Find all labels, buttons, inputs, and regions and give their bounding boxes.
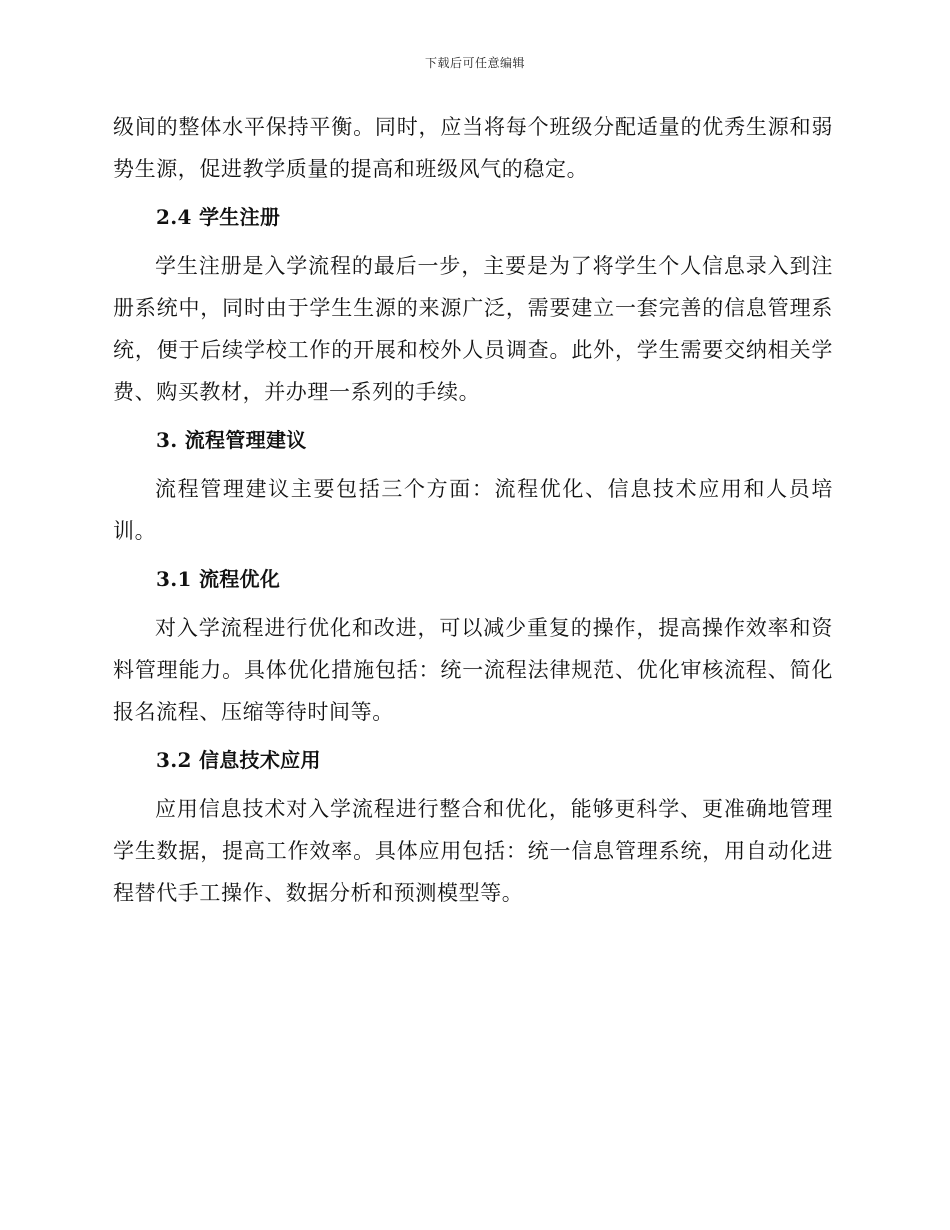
section-heading-3-1: 3.1 流程优化	[156, 567, 281, 591]
paragraph-process-management: 流程管理建议主要包括三个方面：流程优化、信息技术应用和人员培训。	[113, 477, 833, 543]
paragraph-continuation: 级间的整体水平保持平衡。同时，应当将每个班级分配适量的优秀生源和弱势生源，促进教学质量的提高和班级风气的稳定。	[113, 115, 833, 181]
page-header: 下载后可任意编辑	[424, 56, 525, 70]
document-body	[113, 106, 833, 914]
paragraph-process-optimization: 对入学流程进行优化和改进，可以减少重复的操作，提高操作效率和资料管理能力。具体优化措施包括：统一流程法律规范、优化审核流程、简化报名流程、压缩等待时间等。	[113, 616, 833, 724]
section-heading-3: 3. 流程管理建议	[156, 428, 307, 452]
section-heading-3-2: 3.2 信息技术应用	[156, 748, 321, 772]
paragraph-student-registration: 学生注册是入学流程的最后一步，主要是为了将学生个人信息录入到注册系统中，同时由于学生生源的来源广泛，需要建立一套完善的信息管理系统，便于后续学校工作的开展和校外人员调查。此外，学生需要交纳相关学费、购买教材，并办理一系列的手续。	[113, 254, 833, 404]
paragraph-it-application: 应用信息技术对入学流程进行整合和优化，能够更科学、更准确地管理学生数据，提高工作效率。具体应用包括：统一信息管理系统，用自动化进程替代手工操作、数据分析和预测模型等。	[113, 797, 833, 905]
section-heading-2-4: 2.4 学生注册	[156, 205, 281, 229]
